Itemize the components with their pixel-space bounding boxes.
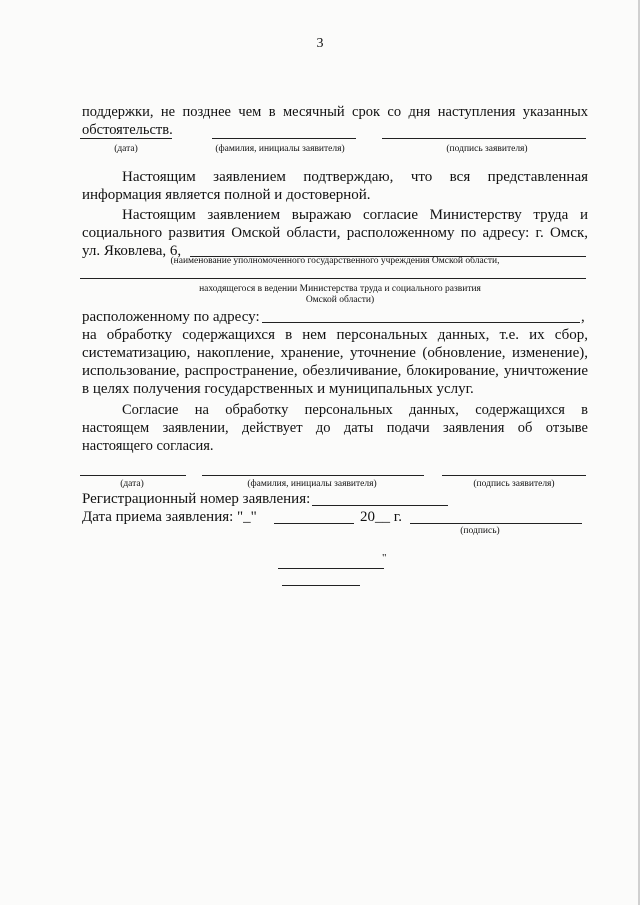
consent-p2-line-1: на обработку содержащихся в нем персональных данных, т.е. их сбор,: [82, 327, 588, 343]
reg-date-month-line[interactable]: [274, 523, 354, 524]
confirm-line-1: Настоящим заявлением подтверждаю, что вся представленная: [122, 169, 588, 185]
sig2-sign-caption: (подпись заявителя): [473, 479, 555, 489]
reg-year-label: 20__ г.: [360, 509, 402, 525]
consent-addr-end: ,: [581, 309, 585, 325]
sig1-sign-line[interactable]: [382, 138, 586, 139]
consent-caption-1: (наименование уполномоченного государственного учреждения Омской области,: [170, 256, 500, 266]
intro-line-2: обстоятельств.: [82, 122, 173, 138]
reg-number-label: Регистрационный номер заявления:: [82, 491, 311, 507]
validity-line-1: Согласие на обработку персональных данных, содержащихся в: [122, 402, 588, 418]
stamp-line-1: [278, 568, 384, 569]
sig1-date-line[interactable]: [80, 138, 172, 139]
sig1-date-caption: (дата): [114, 144, 138, 154]
sig1-sign-caption: (подпись заявителя): [446, 144, 528, 154]
reg-number-line[interactable]: [312, 505, 448, 506]
reg-sign-caption: (подпись): [460, 526, 500, 536]
consent-caption-2b: Омской области): [305, 295, 375, 305]
stamp-line-2: [282, 585, 360, 586]
consent-org-line-2[interactable]: [80, 278, 586, 279]
consent-p2-line-2: систематизацию, накопление, хранение, уточнение (обновление, изменение),: [82, 345, 588, 361]
reg-sign-line[interactable]: [410, 523, 582, 524]
sig2-date-caption: (дата): [120, 479, 144, 489]
consent-addr-line[interactable]: [262, 322, 580, 323]
consent-p2-line-4: в целях получения государственных и муниципальных услуг.: [82, 381, 474, 397]
sig2-name-caption: (фамилия, инициалы заявителя): [247, 479, 377, 489]
page-number: 3: [316, 36, 324, 51]
stamp-quote: ": [382, 552, 387, 564]
sig2-name-line[interactable]: [202, 475, 424, 476]
consent-line-1: Настоящим заявлением выражаю согласие Министерству труда и: [122, 207, 588, 223]
sig2-sign-line[interactable]: [442, 475, 586, 476]
sig1-name-caption: (фамилия, инициалы заявителя): [215, 144, 345, 154]
consent-line-3: ул. Яковлева, 6,: [82, 243, 182, 259]
consent-line-2: социального развития Омской области, расположенному по адресу: г. Омск,: [82, 225, 588, 241]
consent-caption-2a: находящегося в ведении Министерства труда и социального развития: [199, 284, 481, 294]
consent-p2-line-3: использование, распространение, обезличивание, блокирование, уничтожение: [82, 363, 588, 379]
consent-addr-label: расположенному по адресу:: [82, 309, 260, 325]
intro-line-1: поддержки, не позднее чем в месячный срок со дня наступления указанных: [82, 104, 588, 120]
confirm-line-2: информация является полной и достоверной.: [82, 187, 371, 203]
validity-line-3: настоящего согласия.: [82, 438, 214, 454]
sig1-name-line[interactable]: [212, 138, 356, 139]
sig2-date-line[interactable]: [80, 475, 186, 476]
reg-date-label: Дата приема заявления: "_": [82, 509, 257, 525]
validity-line-2: настоящем заявлении, действует до даты подачи заявления об отзыве: [82, 420, 588, 436]
